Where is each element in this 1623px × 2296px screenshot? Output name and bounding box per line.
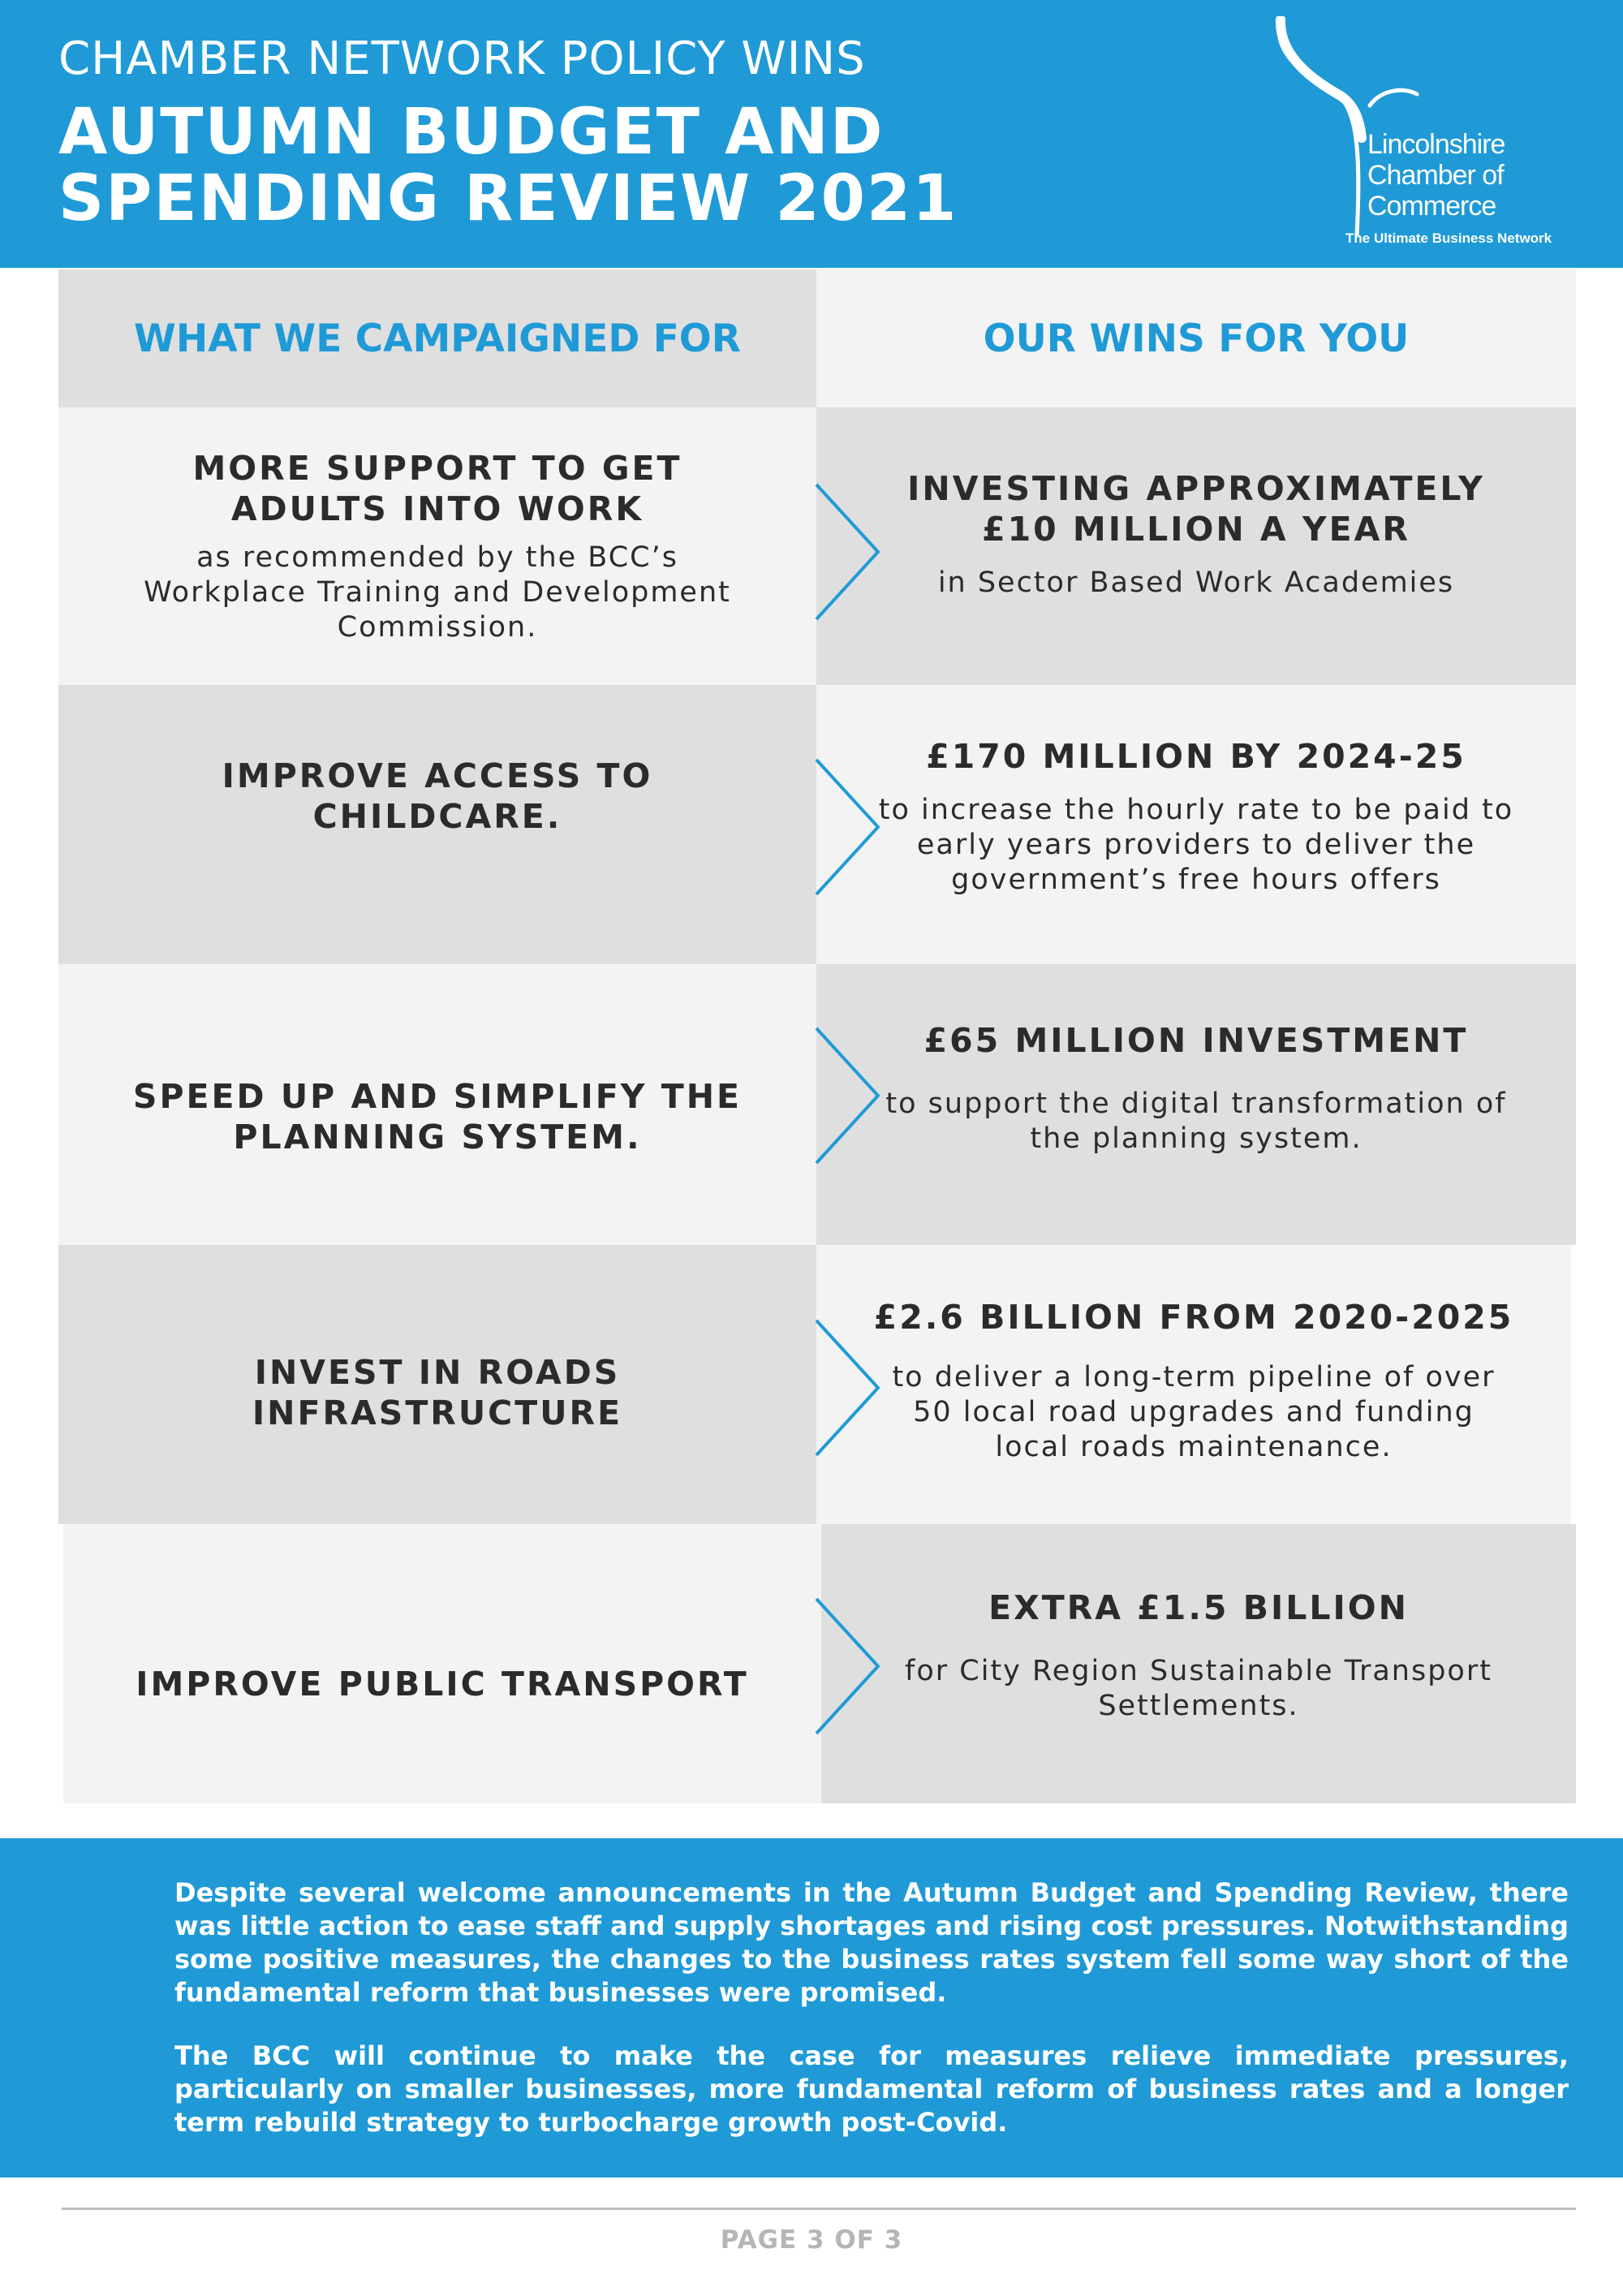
win-title-2: £170 MILLION BY 2024-25 <box>926 736 1466 776</box>
title-line-1: AUTUMN BUDGET AND <box>58 96 885 169</box>
chevron-right-icon <box>815 758 880 896</box>
win-title-line: £10 MILLION A YEAR <box>982 509 1410 549</box>
win-desc-line: in Sector Based Work Academies <box>937 566 1455 599</box>
page-number: PAGE 3 OF 3 <box>720 2225 903 2255</box>
logo-tagline: The Ultimate Business Network <box>1345 230 1552 246</box>
win-cell-4 <box>816 1245 1571 1524</box>
chevron-right-icon <box>815 1027 880 1165</box>
ask-title-line: INVEST IN ROADS <box>254 1353 621 1392</box>
ask-cell-5 <box>63 1524 821 1803</box>
win-desc-line: Settlements. <box>1098 1690 1299 1722</box>
ask-desc-line: Commission. <box>337 610 538 644</box>
chevron-right-icon <box>815 1597 880 1735</box>
win-desc-5 <box>905 1654 1492 1724</box>
logo-text-line-2: Chamber of <box>1367 160 1504 191</box>
ask-title-line: PLANNING SYSTEM. <box>233 1118 642 1157</box>
ask-title-2 <box>222 756 653 837</box>
logo-text-line-1: Lincolnshire <box>1367 129 1505 160</box>
ask-title-line: SPEED UP AND SIMPLIFY THE <box>132 1077 743 1116</box>
ask-title-line: IMPROVE ACCESS TO <box>222 756 653 795</box>
kicker: CHAMBER NETWORK POLICY WINS <box>58 32 866 85</box>
chamber-logo <box>1266 16 1574 260</box>
header-banner <box>0 0 1623 268</box>
win-desc-line: local roads maintenance. <box>995 1430 1393 1463</box>
ask-title-4 <box>252 1352 622 1433</box>
win-title-1 <box>907 468 1485 549</box>
heading-wins-for-you: OUR WINS FOR YOU <box>816 269 1576 407</box>
win-cell-5 <box>821 1524 1576 1803</box>
win-desc-line: government’s free hours offers <box>951 863 1441 896</box>
win-title-5: EXTRA £1.5 BILLION <box>988 1588 1409 1627</box>
win-desc-2 <box>879 793 1513 898</box>
ask-title-line: INFRASTRUCTURE <box>252 1394 623 1432</box>
ask-desc-line: Workplace Training and Development <box>144 575 731 609</box>
summary-paragraph-1: Despite several welcome announcements in the Autumn Budget and Spending Review, there was little action to ease staff and supply shortages and rising cost pressures. Notwithstanding some positive measures, the changes to the business rates system fell some way short of the fundamental reform that businesses were promised. <box>174 1877 1569 2008</box>
ask-desc-1 <box>144 541 731 645</box>
win-title-3: £65 MILLION INVESTMENT <box>923 1021 1469 1060</box>
ask-cell-2 <box>58 685 816 964</box>
ask-cell-1 <box>58 407 816 685</box>
win-title-line: INVESTING APPROXIMATELY <box>907 468 1485 508</box>
win-desc-line: 50 local road upgrades and funding <box>913 1395 1474 1428</box>
summary-band <box>0 1838 1623 2178</box>
ask-title-line: CHILDCARE. <box>312 797 562 836</box>
ask-cell-4 <box>58 1245 816 1524</box>
win-desc-4 <box>892 1360 1495 1465</box>
win-desc-line: to increase the hourly rate to be paid to <box>878 793 1514 826</box>
win-cell-1 <box>816 407 1576 685</box>
heading-campaigned-for: WHAT WE CAMPAIGNED FOR <box>58 269 816 407</box>
win-desc-line: to support the digital transformation of <box>885 1088 1507 1120</box>
ask-title-line: MORE SUPPORT TO GET <box>192 448 682 488</box>
win-desc-1 <box>938 566 1454 601</box>
win-desc-line: for City Region Sustainable Transport <box>905 1655 1492 1687</box>
ask-title-1 <box>193 448 682 529</box>
logo-text-line-3: Commerce <box>1367 191 1496 222</box>
summary-paragraph-2: The BCC will continue to make the case for measures relieve immediate pressures, particularly on smaller businesses, more fundamental reform of business rates and a longer term rebuild strategy to turbocharge growth post-Covid. <box>174 2040 1569 2138</box>
ask-title-5: IMPROVE PUBLIC TRANSPORT <box>136 1665 749 1704</box>
win-cell-2 <box>816 685 1576 964</box>
title-line-2: SPENDING REVIEW 2021 <box>58 162 958 235</box>
win-cell-3 <box>816 964 1576 1245</box>
page-title <box>58 96 958 235</box>
win-desc-line: to deliver a long-term pipeline of over <box>892 1360 1496 1394</box>
win-title-4: £2.6 BILLION FROM 2020-2025 <box>873 1297 1514 1337</box>
win-desc-line: early years providers to deliver the <box>916 828 1476 861</box>
ask-cell-3 <box>58 964 816 1245</box>
ask-title-line: ADULTS INTO WORK <box>230 489 644 528</box>
ask-title-3 <box>133 1076 742 1157</box>
win-desc-line: the planning system. <box>1030 1122 1363 1155</box>
footer-divider <box>62 2208 1576 2210</box>
chevron-right-icon <box>815 1319 880 1457</box>
chevron-right-icon <box>815 483 880 621</box>
win-desc-3 <box>885 1087 1506 1157</box>
ask-desc-line: as recommended by the BCC’s <box>196 541 678 574</box>
